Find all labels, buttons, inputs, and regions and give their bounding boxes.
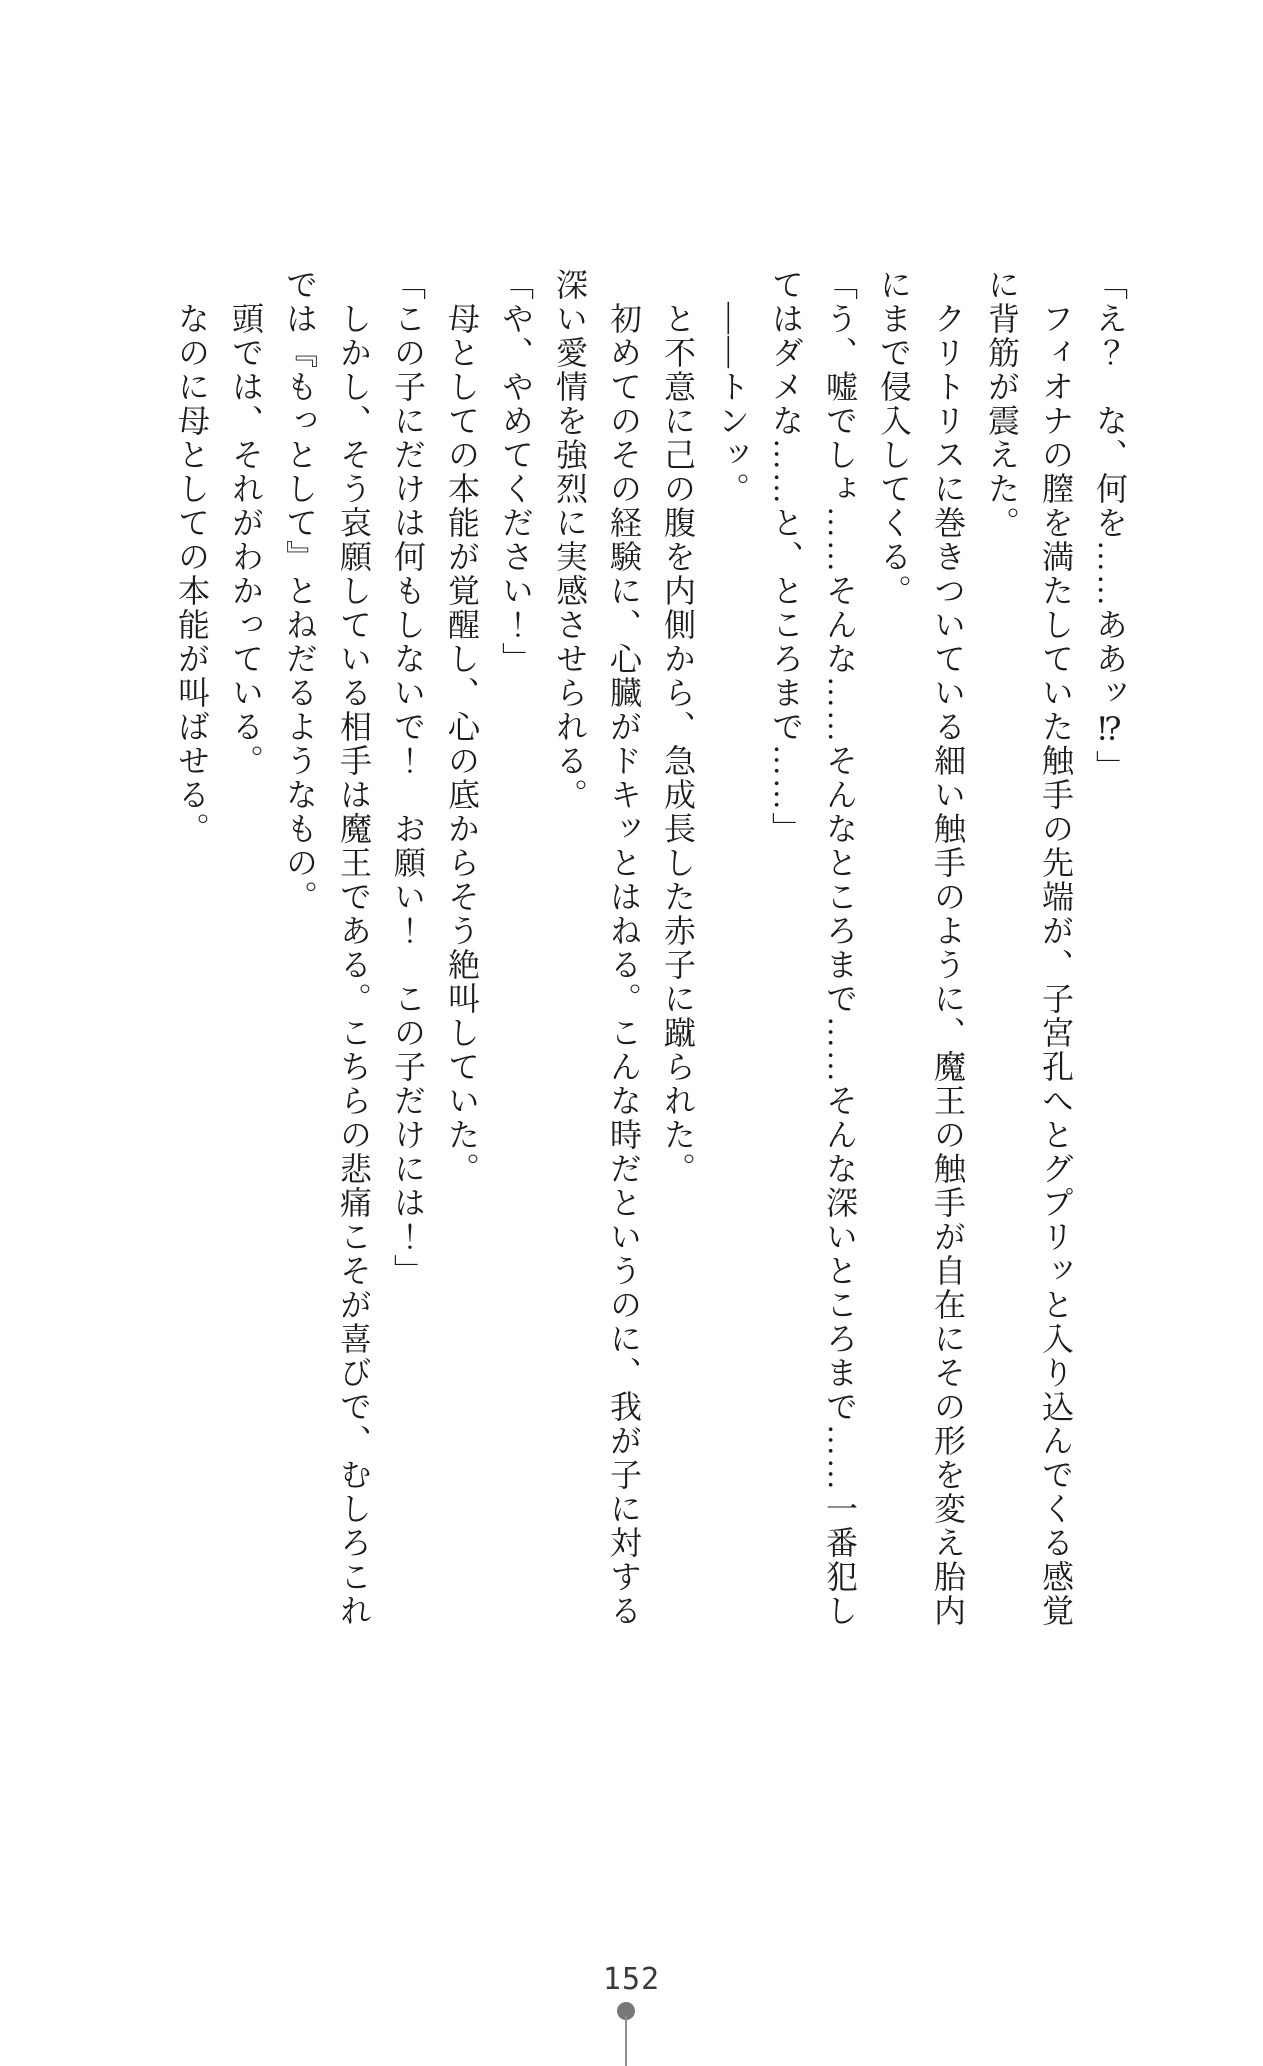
text-line: 初めてのその経験に、心臓がドキッとはねる。こんな時だというのに、我が子に対する (606, 302, 642, 1628)
body-text (165, 268, 1137, 1688)
text-line: 頭では、それがわかっている。 (228, 302, 264, 778)
text-line: に背筋が震えた。 (984, 268, 1020, 540)
text-line: なのに母としての本能が叫ばせる。 (174, 302, 210, 846)
text-line: ――トンッ。 (714, 302, 750, 506)
text-line: と不意に己の腹を内側から、急成長した赤子に蹴られた。 (660, 302, 696, 1186)
page-number: 152 (602, 1962, 661, 1997)
text-line: 「この子にだけは何もしないで！ お願い！ この子だけには！」 (390, 268, 426, 1288)
text-line: 「え？ な、何を……ああッ⁉」 (1092, 268, 1128, 784)
text-line: 「う、嘘でしょ……そんな……そんなところまで……そんな深いところまで……一番犯し (822, 268, 858, 1628)
text-line: フィオナの膣を満たしていた触手の先端が、子宮孔へとグプリッと入り込んでくる感覚 (1038, 302, 1074, 1628)
text-line: クリトリスに巻きついている細い触手のように、魔王の触手が自在にその形を変え胎内 (930, 302, 966, 1628)
footer-line-ornament (625, 2016, 627, 2066)
text-line: しかし、そう哀願している相手は魔王である。こちらの悲痛こそが喜びで、むしろこれ (336, 302, 372, 1628)
text-line: では『もっとして』とねだるようなもの。 (282, 268, 318, 914)
text-line: 「や、やめてください！」 (498, 268, 534, 676)
text-line: てはダメな……と、ところまで……」 (768, 268, 804, 846)
text-line: 深い愛情を強烈に実感させられる。 (552, 268, 588, 812)
text-line: 母としての本能が覚醒し、心の底からそう絶叫していた。 (444, 302, 480, 1186)
text-line: にまで侵入してくる。 (876, 268, 912, 608)
